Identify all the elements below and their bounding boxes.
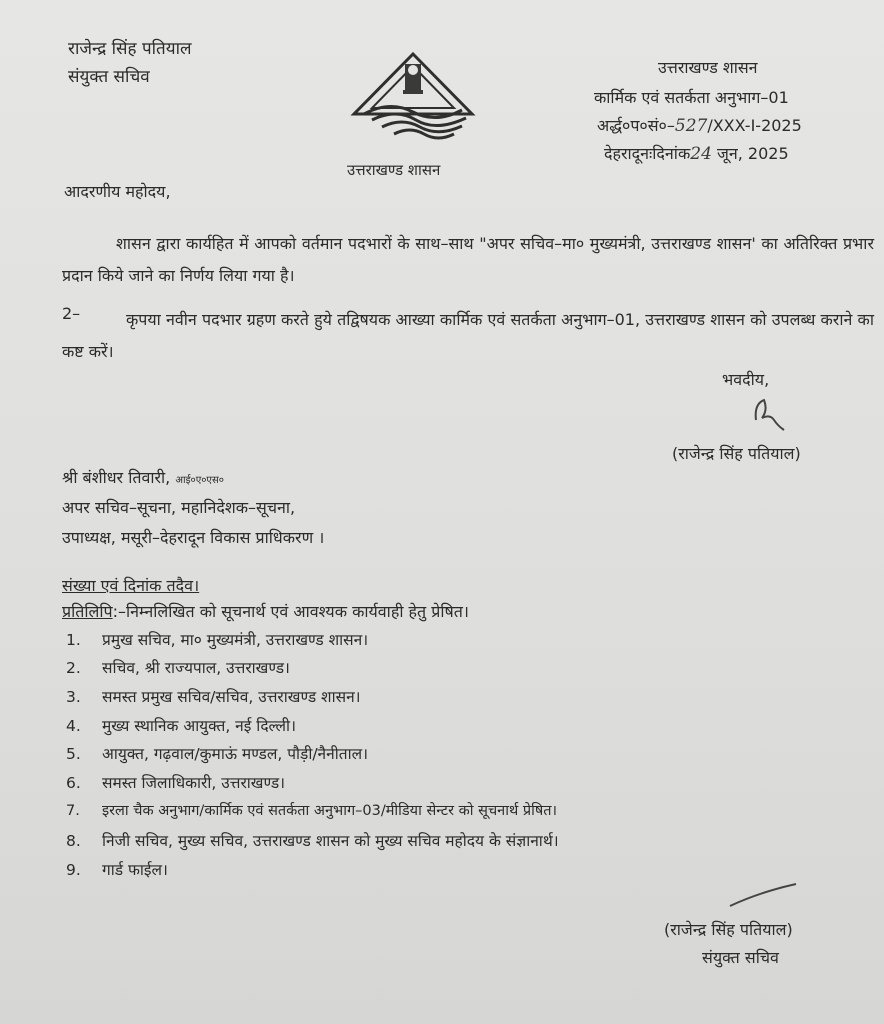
recipient-line-3: उपाध्यक्ष, मसूरी–देहरादून विकास प्राधिकरण ।: [62, 528, 325, 547]
list-item: 8. निजी सचिव, मुख्य सचिव, उत्तराखण्ड शासन को मुख्य सचिव महोदय के संज्ञानार्थ।: [66, 832, 559, 850]
signature-mark: [748, 390, 788, 438]
salutation: आदरणीय महोदय,: [64, 182, 171, 201]
handwritten-signature-icon: [748, 390, 788, 434]
copy-intro: [62, 600, 469, 622]
signature-stroke-icon: [724, 880, 804, 910]
paragraph-2: कृपया नवीन पदभार ग्रहण करते हुये तद्विषयक आख्या कार्मिक एवं सतर्कता अनुभाग–01, उत्तराखण्ड शासन को उपलब्ध कराने का कष्ट करें।: [62, 310, 874, 361]
ref-suffix: /XXX-I-2025: [707, 116, 802, 135]
signature-name: (राजेन्द्र सिंह पतियाल): [672, 444, 801, 463]
mountain-emblem-icon: [350, 50, 476, 140]
recipient-line-2: अपर सचिव–सूचना, महानिदेशक–सूचना,: [62, 498, 296, 517]
letter-date: [604, 142, 789, 164]
recipient-name-line: [62, 466, 224, 488]
list-item: 1. प्रमुख सचिव, मा० मुख्यमंत्री, उत्तराखण्ड शासन।: [66, 631, 369, 649]
recipient-service: आई०ए०एस०: [175, 475, 224, 486]
list-item: 6. समस्त जिलाधिकारी, उत्तराखण्ड।: [66, 774, 286, 792]
reference-number: [597, 114, 802, 136]
paragraph-2-number: 2–: [62, 304, 81, 323]
paragraph-1: शासन द्वारा कार्यहित में आपको वर्तमान पदभारों के साथ–साथ "अपर सचिव–मा० मुख्यमंत्री, उत्तराखण्ड शासन' का अतिरिक्त प्रभार प्रदान किये जाने का निर्णय लिया गया है।: [62, 234, 874, 285]
logo-caption: उत्तराखण्ड शासन: [347, 161, 441, 179]
list-item: 5. आयुक्त, गढ़वाल/कुमाऊं मण्डल, पौड़ी/नैनीताल।: [66, 745, 369, 763]
footer-signature-mark: [724, 880, 804, 914]
sender-designation: संयुक्त सचिव: [68, 67, 150, 87]
recipient-name: श्री बंशीधर तिवारी,: [62, 468, 171, 487]
office-government: उत्तराखण्ड शासन: [658, 58, 758, 77]
copy-intro-text: :–निम्नलिखित को सूचनार्थ एवं आवश्यक कार्यवाही हेतु प्रेषित।: [112, 602, 469, 621]
footer-signature-name: (राजेन्द्र सिंह पतियाल): [664, 920, 793, 939]
closing: भवदीय,: [722, 370, 770, 389]
list-item: 3. समस्त प्रमुख सचिव/सचिव, उत्तराखण्ड शासन।: [66, 688, 361, 706]
date-day-handwritten: 24: [690, 144, 712, 164]
list-item: 7. इरला चैक अनुभाग/कार्मिक एवं सतर्कता अनुभाग–03/मीडिया सेन्टर को सूचनार्थ प्रेषित।: [66, 803, 557, 819]
copy-heading: संख्या एवं दिनांक तदैव।: [62, 576, 200, 595]
ref-number-handwritten: 527: [674, 116, 708, 136]
list-item: 9. गार्ड फाईल।: [66, 861, 168, 879]
sender-name: राजेन्द्र सिंह पतियाल: [68, 39, 192, 59]
ref-prefix: अर्द्ध०प०सं०–: [597, 116, 675, 135]
state-emblem-logo: [350, 50, 476, 140]
office-department: कार्मिक एवं सतर्कता अनुभाग–01: [594, 88, 789, 107]
copy-intro-label: प्रतिलिपि: [62, 602, 113, 621]
list-item: 2. सचिव, श्री राज्यपाल, उत्तराखण्ड।: [66, 659, 290, 677]
list-item: 4. मुख्य स्थानिक आयुक्त, नई दिल्ली।: [66, 717, 296, 735]
footer-designation: संयुक्त सचिव: [702, 948, 779, 967]
date-suffix: जून, 2025: [711, 144, 789, 163]
date-prefix: देहरादूनःदिनांक: [604, 144, 691, 163]
